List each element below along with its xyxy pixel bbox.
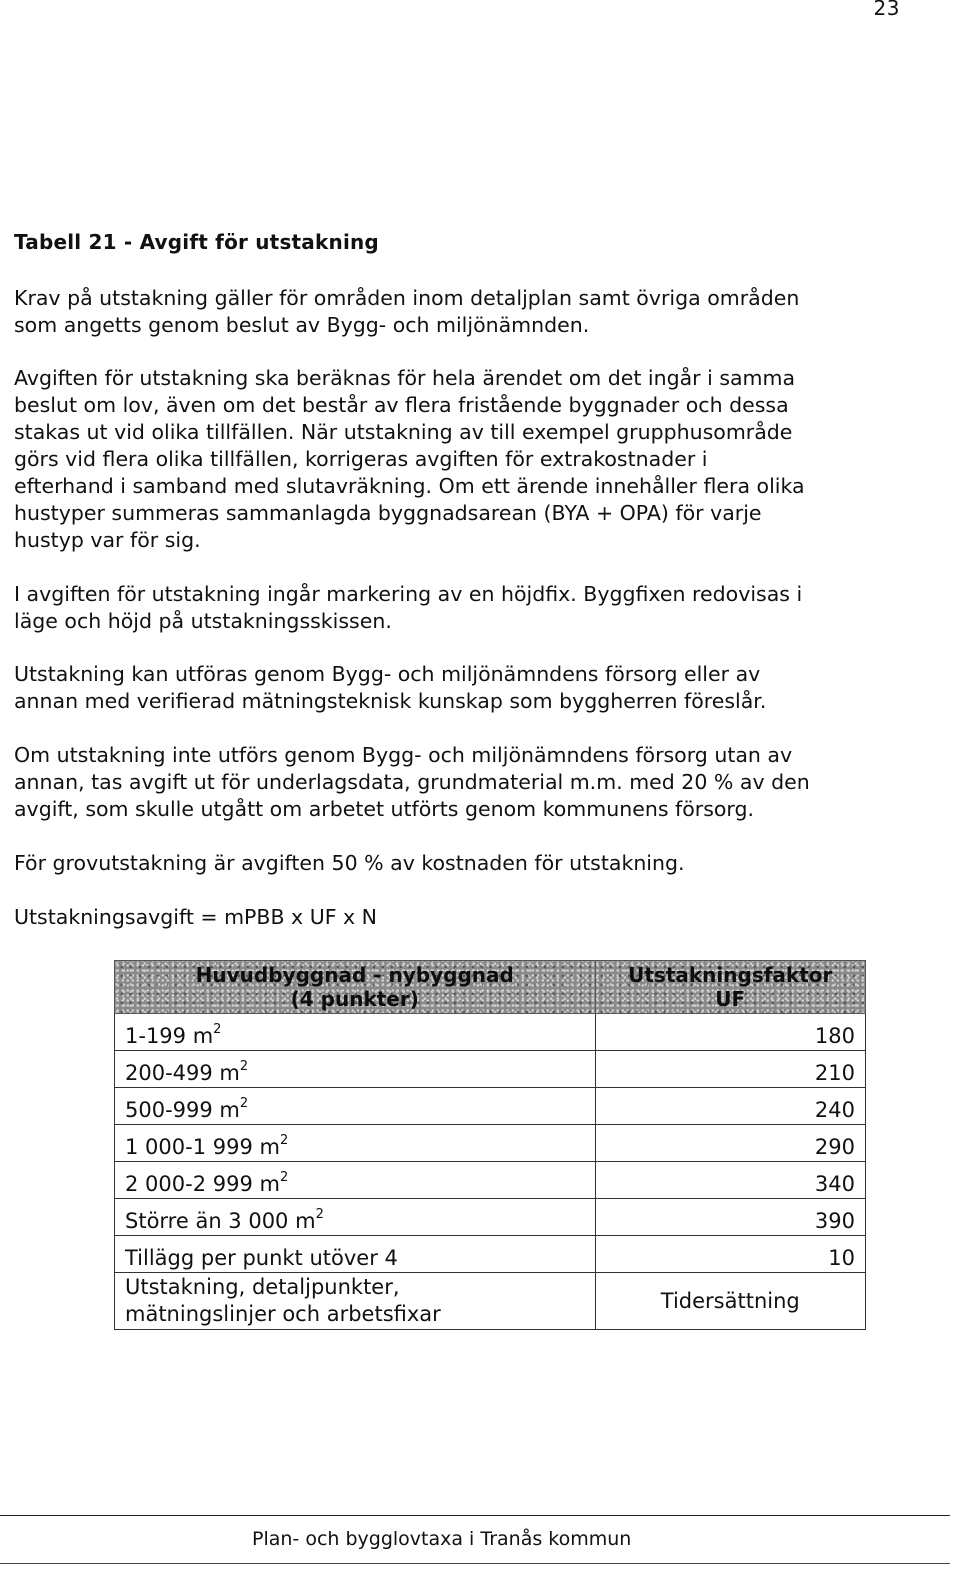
area-cell xyxy=(115,1199,596,1236)
header-staking-factor-line1: Utstakningsfaktor xyxy=(628,963,833,987)
area-exponent: 2 xyxy=(279,1170,289,1185)
area-cell xyxy=(115,1088,596,1125)
area-label: 1 000-1 999 m xyxy=(125,1135,280,1159)
area-cell: Tillägg per punkt utöver 4 xyxy=(115,1236,596,1273)
table-row xyxy=(115,1014,866,1051)
table-row xyxy=(115,1273,866,1330)
area-exponent: 2 xyxy=(239,1096,249,1111)
area-exponent: 2 xyxy=(279,1133,289,1148)
paragraph-rough-staking: För grovutstakning är avgiften 50 % av kostnaden för utstakning. xyxy=(14,851,685,875)
area-label: 200-499 m xyxy=(125,1061,240,1085)
table-title: Tabell 21 - Avgift för utstakning xyxy=(14,230,379,254)
area-cell xyxy=(115,1051,596,1088)
factor-cell: 10 xyxy=(595,1236,865,1273)
paragraph-requirements: Krav på utstakning gäller för områden inom detaljplan samt övriga områden som angetts genom beslut av Bygg- och miljönämnden. xyxy=(14,286,800,337)
factor-cell: 290 xyxy=(595,1125,865,1162)
header-staking-factor xyxy=(595,961,865,1014)
paragraph-height-fix: I avgiften för utstakning ingår markering av en höjdfix. Byggfixen redovisas i läge och höjd på utstakningsskissen. xyxy=(14,582,803,633)
footer-text: Plan- och bygglovtaxa i Tranås kommun xyxy=(252,1528,632,1550)
factor-cell: Tidersättning xyxy=(595,1273,865,1330)
table-row xyxy=(115,1162,866,1199)
table-row xyxy=(115,1051,866,1088)
header-main-building-line2: (4 punkter) xyxy=(290,987,419,1011)
factor-cell: 210 xyxy=(595,1051,865,1088)
area-exponent: 2 xyxy=(213,1022,222,1037)
area-label: 500-999 m xyxy=(125,1098,240,1122)
header-main-building-line1: Huvudbyggnad - nybyggnad xyxy=(195,963,514,987)
page-number: 23 xyxy=(873,0,900,20)
factor-cell: 180 xyxy=(595,1014,865,1051)
fee-table xyxy=(114,960,866,1330)
footer-divider-bottom xyxy=(0,1563,950,1564)
paragraph-performer: Utstakning kan utföras genom Bygg- och miljönämndens försorg eller av annan med verifierad mätningsteknisk kunskap som byggherren föreslår. xyxy=(14,662,767,713)
footer-divider-top xyxy=(0,1515,950,1516)
fee-formula: Utstakningsavgift = mPBB x UF x N xyxy=(14,905,377,929)
area-label: 1-199 m xyxy=(125,1024,214,1048)
area-label-line2: mätningslinjer och arbetsfixar xyxy=(125,1302,441,1326)
factor-cell: 240 xyxy=(595,1088,865,1125)
header-main-building xyxy=(115,961,596,1014)
area-cell xyxy=(115,1014,596,1051)
table-row xyxy=(115,1088,866,1125)
factor-cell: 390 xyxy=(595,1199,865,1236)
area-exponent: 2 xyxy=(239,1059,249,1074)
factor-cell: 340 xyxy=(595,1162,865,1199)
table-row xyxy=(115,1199,866,1236)
paragraph-external-fee: Om utstakning inte utförs genom Bygg- och miljönämndens försorg utan av annan, tas avgift ut för underlagsdata, grundmaterial m.m. med 20 % av den avgift, som skulle utgått om arbetet utförts genom kommunens försorg. xyxy=(14,743,810,821)
area-cell xyxy=(115,1273,596,1330)
area-cell xyxy=(115,1162,596,1199)
area-label: 2 000-2 999 m xyxy=(125,1172,280,1196)
header-staking-factor-line2: UF xyxy=(715,987,746,1011)
area-label-line1: Utstakning, detaljpunkter, xyxy=(125,1275,400,1299)
table-row xyxy=(115,1236,866,1273)
area-exponent: 2 xyxy=(315,1207,324,1222)
table-row xyxy=(115,1125,866,1162)
paragraph-calculation: Avgiften för utstakning ska beräknas för hela ärendet om det ingår i samma beslut om lov, även om det består av flera fristående byggnader och dessa stakas ut vid olika tillfällen. När utstakning av till exempel grupphusområde görs vid flera olika tillfällen, korrigeras avgiften för extrakostnader i efterhand i samband med slutavräkning. Om ett ärende innehåller flera olika hustyper summeras sammanlagda byggnadsarean (BYA + OPA) för varje hustyp var för sig. xyxy=(14,366,805,552)
fee-table-header-row xyxy=(115,961,866,1014)
area-label: Större än 3 000 m xyxy=(125,1209,316,1233)
area-cell xyxy=(115,1125,596,1162)
